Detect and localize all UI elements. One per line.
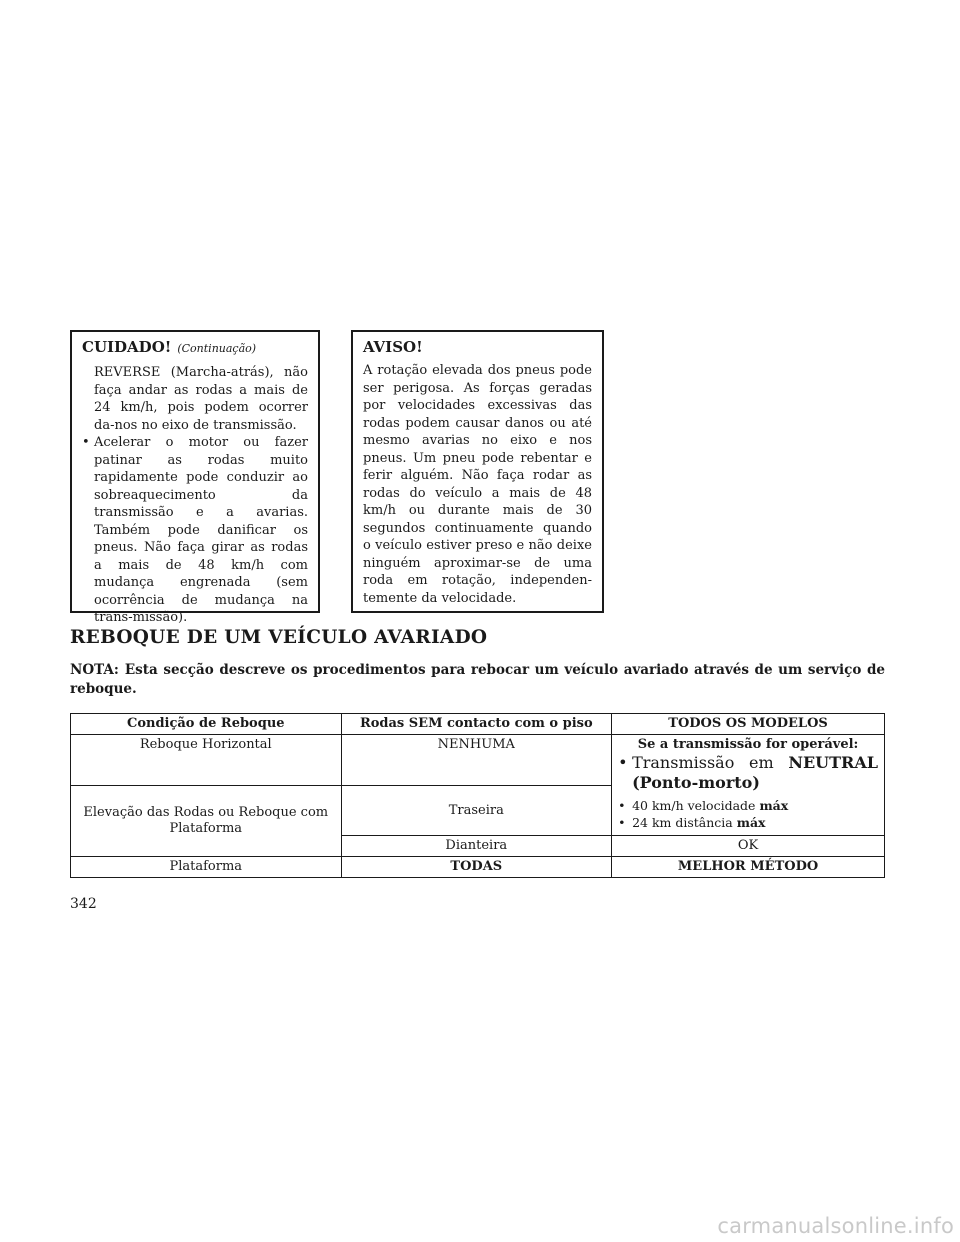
models-item-neutral-bold: NEUTRAL: [788, 753, 878, 772]
models-item-neutral: [618, 753, 878, 793]
table-row: [71, 857, 885, 878]
note-label: NOTA:: [70, 662, 119, 678]
section-title: REBOQUE DE UM VEÍCULO AVARIADO: [70, 627, 488, 648]
table-cell-condition: Elevação das Rodas ou Reboque com Plataforma: [71, 786, 342, 857]
table-header-models: TODOS OS MODELOS: [612, 714, 885, 735]
table-cell-models-instructions: [612, 735, 885, 836]
bullet-icon: •: [618, 753, 628, 772]
table-cell-wheels: NENHUMA: [341, 735, 612, 786]
models-heading: Se a transmissão for operável:: [637, 737, 859, 752]
bullet-icon: •: [618, 798, 626, 813]
caution-paragraph: REVERSE (Marcha-atrás), não faça andar as rodas a mais de 24 km/h, pois podem ocorrer da-nos no eixo de transmissão.: [94, 365, 308, 433]
table-cell-models: MELHOR MÉTODO: [612, 857, 885, 878]
models-item-speed: [618, 797, 878, 814]
caution-continued-label: (Continuação): [177, 342, 257, 355]
table-header-condition: Condição de Reboque: [71, 714, 342, 735]
caution-title-text: CUIDADO!: [82, 338, 172, 356]
note-text: Esta secção descreve os procedimentos para rebocar um veículo avariado através de um serviço de reboque.: [70, 662, 885, 697]
models-item-distance-text: 24 km distância: [632, 815, 733, 830]
note-paragraph: [70, 661, 885, 699]
page-number: 342: [70, 896, 97, 912]
bullet-icon: •: [618, 815, 626, 830]
towing-table: [70, 713, 885, 878]
caution-bullet-text: Acelerar o motor ou fazer patinar as rodas muito rapidamente pode conduzir ao sobreaquecimento da transmissão e a avarias. Também pode danificar os pneus. Não faça girar as rodas a mais de 48 km/h com mudança engrenada (sem ocorrência de mudança na trans-missão).: [94, 435, 308, 625]
table-header-wheels: Rodas SEM contacto com o piso: [341, 714, 612, 735]
table-row: [71, 735, 885, 786]
table-cell-models: OK: [612, 836, 885, 857]
models-item-neutral-word: em: [749, 753, 774, 772]
models-item-neutral-text: Transmissão: [632, 753, 735, 772]
models-item-speed-bold: máx: [759, 798, 789, 813]
warning-box: [351, 330, 604, 613]
watermark-text: carmanualsonline.info: [717, 1214, 954, 1238]
warning-title: AVISO!: [363, 338, 423, 356]
table-cell-wheels: TODAS: [341, 857, 612, 878]
models-item-speed-text: 40 km/h velocidade: [632, 798, 756, 813]
models-item-distance: [618, 814, 878, 831]
table-cell-wheels: Traseira: [341, 786, 612, 836]
caution-box: [70, 330, 320, 625]
models-item-neutral-sub: (Ponto-morto): [632, 773, 760, 792]
bullet-icon: •: [82, 435, 90, 450]
table-cell-wheels: Dianteira: [341, 836, 612, 857]
models-item-distance-bold: máx: [736, 815, 766, 830]
warning-text: A rotação elevada dos pneus pode ser perigosa. As forças geradas por velocidades excessivas das rodas podem causar danos ou até mesmo avarias no eixo e nos pneus. Um pneu pode rebentar e ferir alguém. Não faça rodar as rodas do veículo a mais de 48 km/h ou durante mais de 30 segundos continuamente quando o veículo estiver preso e não deixe ninguém aproximar-se de uma roda em rotação, independen-temente da velocidade.: [363, 363, 592, 606]
table-cell-condition: Plataforma: [71, 857, 342, 878]
table-header-row: [71, 714, 885, 735]
table-cell-condition: Reboque Horizontal: [71, 735, 342, 786]
caution-bullet-item: [82, 434, 308, 627]
caution-title: [82, 338, 308, 358]
